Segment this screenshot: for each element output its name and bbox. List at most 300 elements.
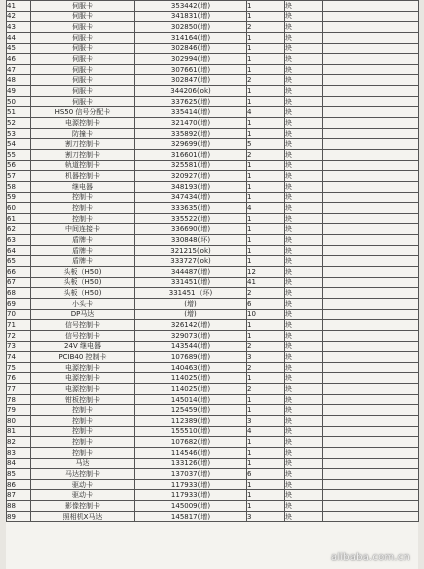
table-row <box>7 384 419 395</box>
cell-unit: 块 <box>285 192 323 203</box>
cell-code: 316601(增) <box>135 149 247 160</box>
cell-code: (增) <box>135 298 247 309</box>
cell-name: 头板（H50) <box>31 277 135 288</box>
cell-unit: 块 <box>285 171 323 182</box>
cell-code: 143544(增) <box>135 341 247 352</box>
cell-no: 52 <box>7 118 31 129</box>
cell-blank <box>323 235 419 246</box>
cell-no: 54 <box>7 139 31 150</box>
cell-qty: 1 <box>247 192 285 203</box>
cell-code: 302846(增) <box>135 43 247 54</box>
cell-qty: 2 <box>247 75 285 86</box>
cell-no: 41 <box>7 1 31 12</box>
cell-qty: 1 <box>247 96 285 107</box>
cell-no: 89 <box>7 511 31 522</box>
cell-name: PCIB40 控制卡 <box>31 352 135 363</box>
table-row <box>7 479 419 490</box>
cell-code: 145014(增) <box>135 394 247 405</box>
cell-name: 伺服卡 <box>31 22 135 33</box>
cell-no: 57 <box>7 171 31 182</box>
cell-blank <box>323 298 419 309</box>
cell-name: 机器控制卡 <box>31 171 135 182</box>
cell-qty: 1 <box>247 490 285 501</box>
cell-code: 140463(增) <box>135 362 247 373</box>
cell-name: HS50 信号分配卡 <box>31 107 135 118</box>
cell-blank <box>323 32 419 43</box>
table-row <box>7 447 419 458</box>
table-row <box>7 32 419 43</box>
cell-code: 344487(增) <box>135 267 247 278</box>
cell-unit: 块 <box>285 384 323 395</box>
cell-qty: 1 <box>247 86 285 97</box>
cell-blank <box>323 192 419 203</box>
cell-name: 控制卡 <box>31 405 135 416</box>
cell-qty: 4 <box>247 426 285 437</box>
cell-unit: 块 <box>285 160 323 171</box>
cell-code: 329699(增) <box>135 139 247 150</box>
cell-unit: 块 <box>285 256 323 267</box>
cell-unit: 块 <box>285 96 323 107</box>
cell-name: 割刀控制卡 <box>31 139 135 150</box>
cell-qty: 1 <box>247 405 285 416</box>
table-row <box>7 75 419 86</box>
cell-unit: 块 <box>285 437 323 448</box>
cell-qty: 4 <box>247 203 285 214</box>
cell-name: 照相机X马达 <box>31 511 135 522</box>
cell-blank <box>323 309 419 320</box>
cell-unit: 块 <box>285 479 323 490</box>
table-row <box>7 330 419 341</box>
cell-name: 头板（H50) <box>31 288 135 299</box>
cell-name: 驱动卡 <box>31 479 135 490</box>
cell-no: 87 <box>7 490 31 501</box>
cell-code: 321215(ok) <box>135 245 247 256</box>
table-row <box>7 511 419 522</box>
cell-name: 伺服卡 <box>31 11 135 22</box>
cell-unit: 块 <box>285 32 323 43</box>
cell-name: 盾牌卡 <box>31 245 135 256</box>
cell-qty: 1 <box>247 64 285 75</box>
table-row <box>7 22 419 33</box>
cell-qty: 1 <box>247 171 285 182</box>
cell-unit: 块 <box>285 213 323 224</box>
cell-qty: 5 <box>247 139 285 150</box>
cell-no: 68 <box>7 288 31 299</box>
table-row <box>7 426 419 437</box>
cell-code: 302850(增) <box>135 22 247 33</box>
cell-no: 47 <box>7 64 31 75</box>
cell-qty: 1 <box>247 54 285 65</box>
cell-blank <box>323 75 419 86</box>
cell-name: 头板（H50) <box>31 267 135 278</box>
cell-blank <box>323 288 419 299</box>
table-row <box>7 362 419 373</box>
cell-name: 继电器 <box>31 181 135 192</box>
cell-no: 71 <box>7 320 31 331</box>
cell-name: 伺服卡 <box>31 32 135 43</box>
cell-code: 330848(坏) <box>135 235 247 246</box>
cell-code: 107689(增) <box>135 352 247 363</box>
cell-no: 61 <box>7 213 31 224</box>
cell-qty: 1 <box>247 437 285 448</box>
cell-code: 302847(增) <box>135 75 247 86</box>
cell-blank <box>323 458 419 469</box>
cell-name: 控制卡 <box>31 192 135 203</box>
cell-blank <box>323 362 419 373</box>
cell-no: 69 <box>7 298 31 309</box>
cell-qty: 1 <box>247 447 285 458</box>
cell-blank <box>323 320 419 331</box>
cell-unit: 块 <box>285 203 323 214</box>
cell-qty: 10 <box>247 309 285 320</box>
cell-no: 79 <box>7 405 31 416</box>
cell-no: 88 <box>7 501 31 512</box>
cell-unit: 块 <box>285 118 323 129</box>
cell-blank <box>323 245 419 256</box>
cell-unit: 块 <box>285 43 323 54</box>
table-row <box>7 341 419 352</box>
cell-qty: 1 <box>247 394 285 405</box>
cell-code: 114546(增) <box>135 447 247 458</box>
cell-no: 50 <box>7 96 31 107</box>
cell-qty: 12 <box>247 267 285 278</box>
cell-code: 145009(增) <box>135 501 247 512</box>
cell-name: 割刀控制卡 <box>31 149 135 160</box>
cell-blank <box>323 171 419 182</box>
cell-unit: 块 <box>285 501 323 512</box>
cell-unit: 块 <box>285 298 323 309</box>
table-row <box>7 320 419 331</box>
cell-unit: 块 <box>285 362 323 373</box>
cell-code: 133126(增) <box>135 458 247 469</box>
cell-code: 145817(增) <box>135 511 247 522</box>
cell-code: 314164(增) <box>135 32 247 43</box>
cell-name: 防撞卡 <box>31 128 135 139</box>
table-row <box>7 118 419 129</box>
cell-qty: 1 <box>247 118 285 129</box>
cell-name: 伺服卡 <box>31 75 135 86</box>
cell-code: 307661(增) <box>135 64 247 75</box>
table-row <box>7 160 419 171</box>
table-row <box>7 501 419 512</box>
cell-qty: 1 <box>247 245 285 256</box>
cell-blank <box>323 384 419 395</box>
cell-blank <box>323 128 419 139</box>
cell-name: 伺服卡 <box>31 1 135 12</box>
cell-code: (增) <box>135 309 247 320</box>
cell-code: 329073(增) <box>135 330 247 341</box>
table-row <box>7 490 419 501</box>
cell-blank <box>323 469 419 480</box>
cell-blank <box>323 213 419 224</box>
cell-code: 114025(增) <box>135 373 247 384</box>
table-row <box>7 149 419 160</box>
table-row <box>7 181 419 192</box>
table-row <box>7 437 419 448</box>
cell-qty: 3 <box>247 352 285 363</box>
cell-blank <box>323 149 419 160</box>
cell-code: 331451（坏) <box>135 288 247 299</box>
cell-code: 155510(增) <box>135 426 247 437</box>
cell-code: 321470(增) <box>135 118 247 129</box>
cell-no: 83 <box>7 447 31 458</box>
cell-blank <box>323 490 419 501</box>
table-row <box>7 171 419 182</box>
table-row <box>7 415 419 426</box>
cell-blank <box>323 267 419 278</box>
table-row <box>7 309 419 320</box>
cell-blank <box>323 107 419 118</box>
table-row <box>7 277 419 288</box>
cell-code: 117933(增) <box>135 490 247 501</box>
cell-qty: 1 <box>247 213 285 224</box>
table-row <box>7 107 419 118</box>
cell-code: 125459(增) <box>135 405 247 416</box>
cell-unit: 块 <box>285 458 323 469</box>
cell-name: DP马达 <box>31 309 135 320</box>
cell-blank <box>323 426 419 437</box>
cell-name: 驱动卡 <box>31 490 135 501</box>
cell-name: 控制卡 <box>31 437 135 448</box>
cell-name: 钳板控制卡 <box>31 394 135 405</box>
cell-code: 302994(增) <box>135 54 247 65</box>
cell-blank <box>323 373 419 384</box>
cell-code: 112389(增) <box>135 415 247 426</box>
cell-blank <box>323 64 419 75</box>
cell-unit: 块 <box>285 320 323 331</box>
table-row <box>7 11 419 22</box>
cell-blank <box>323 139 419 150</box>
scanned-sheet <box>6 0 418 569</box>
table-row <box>7 298 419 309</box>
table-row <box>7 267 419 278</box>
cell-qty: 1 <box>247 479 285 490</box>
cell-qty: 41 <box>247 277 285 288</box>
table-row <box>7 213 419 224</box>
cell-no: 72 <box>7 330 31 341</box>
cell-qty: 3 <box>247 415 285 426</box>
cell-name: 控制卡 <box>31 426 135 437</box>
table-row <box>7 203 419 214</box>
cell-qty: 1 <box>247 32 285 43</box>
cell-name: 伺服卡 <box>31 54 135 65</box>
cell-unit: 块 <box>285 511 323 522</box>
cell-name: 电源控制卡 <box>31 384 135 395</box>
cell-blank <box>323 394 419 405</box>
cell-code: 335892(增) <box>135 128 247 139</box>
cell-blank <box>323 277 419 288</box>
cell-qty: 2 <box>247 362 285 373</box>
cell-unit: 块 <box>285 86 323 97</box>
cell-unit: 块 <box>285 245 323 256</box>
cell-qty: 1 <box>247 330 285 341</box>
cell-blank <box>323 96 419 107</box>
cell-name: 控制卡 <box>31 203 135 214</box>
cell-blank <box>323 181 419 192</box>
cell-code: 344206(ok) <box>135 86 247 97</box>
cell-unit: 块 <box>285 469 323 480</box>
cell-no: 73 <box>7 341 31 352</box>
cell-name: 马达控制卡 <box>31 469 135 480</box>
cell-name: 轨道控制卡 <box>31 160 135 171</box>
cell-blank <box>323 203 419 214</box>
cell-qty: 2 <box>247 22 285 33</box>
cell-qty: 2 <box>247 288 285 299</box>
cell-no: 46 <box>7 54 31 65</box>
cell-blank <box>323 479 419 490</box>
cell-unit: 块 <box>285 405 323 416</box>
cell-qty: 1 <box>247 458 285 469</box>
cell-code: 348193(增) <box>135 181 247 192</box>
table-row <box>7 54 419 65</box>
parts-table <box>6 0 419 522</box>
cell-no: 78 <box>7 394 31 405</box>
cell-unit: 块 <box>285 128 323 139</box>
cell-qty: 2 <box>247 384 285 395</box>
cell-qty: 1 <box>247 373 285 384</box>
cell-unit: 块 <box>285 267 323 278</box>
cell-no: 49 <box>7 86 31 97</box>
cell-name: 马达 <box>31 458 135 469</box>
cell-qty: 3 <box>247 511 285 522</box>
cell-qty: 1 <box>247 320 285 331</box>
cell-unit: 块 <box>285 181 323 192</box>
cell-name: 控制卡 <box>31 213 135 224</box>
cell-name: 盾牌卡 <box>31 235 135 246</box>
watermark-text: alibaba.com.cn <box>331 552 410 563</box>
cell-code: 137037(增) <box>135 469 247 480</box>
cell-name: 电源控制卡 <box>31 373 135 384</box>
cell-qty: 1 <box>247 235 285 246</box>
cell-name: 伺服卡 <box>31 43 135 54</box>
table-row <box>7 352 419 363</box>
cell-code: 107682(增) <box>135 437 247 448</box>
cell-unit: 块 <box>285 426 323 437</box>
cell-no: 84 <box>7 458 31 469</box>
cell-unit: 块 <box>285 54 323 65</box>
table-row <box>7 469 419 480</box>
cell-blank <box>323 501 419 512</box>
cell-no: 75 <box>7 362 31 373</box>
cell-no: 42 <box>7 11 31 22</box>
table-row <box>7 1 419 12</box>
cell-blank <box>323 54 419 65</box>
cell-blank <box>323 1 419 12</box>
cell-no: 60 <box>7 203 31 214</box>
cell-unit: 块 <box>285 330 323 341</box>
cell-qty: 1 <box>247 128 285 139</box>
cell-unit: 块 <box>285 139 323 150</box>
cell-name: 24V 继电器 <box>31 341 135 352</box>
cell-unit: 块 <box>285 22 323 33</box>
cell-qty: 1 <box>247 224 285 235</box>
cell-unit: 块 <box>285 75 323 86</box>
cell-blank <box>323 160 419 171</box>
cell-no: 64 <box>7 245 31 256</box>
cell-qty: 1 <box>247 256 285 267</box>
cell-blank <box>323 224 419 235</box>
cell-unit: 块 <box>285 107 323 118</box>
cell-no: 66 <box>7 267 31 278</box>
table-row <box>7 405 419 416</box>
cell-name: 影像控制卡 <box>31 501 135 512</box>
cell-blank <box>323 437 419 448</box>
cell-code: 353442(增) <box>135 1 247 12</box>
cell-unit: 块 <box>285 341 323 352</box>
cell-name: 信号控制卡 <box>31 330 135 341</box>
cell-name: 中间连接卡 <box>31 224 135 235</box>
cell-code: 325581(增) <box>135 160 247 171</box>
cell-code: 117933(增) <box>135 479 247 490</box>
cell-blank <box>323 118 419 129</box>
cell-code: 320927(增) <box>135 171 247 182</box>
cell-code: 114025(增) <box>135 384 247 395</box>
table-row <box>7 458 419 469</box>
table-row <box>7 64 419 75</box>
cell-code: 337625(增) <box>135 96 247 107</box>
cell-qty: 1 <box>247 160 285 171</box>
cell-no: 48 <box>7 75 31 86</box>
cell-no: 59 <box>7 192 31 203</box>
cell-blank <box>323 405 419 416</box>
cell-blank <box>323 415 419 426</box>
cell-unit: 块 <box>285 1 323 12</box>
cell-no: 77 <box>7 384 31 395</box>
cell-no: 76 <box>7 373 31 384</box>
cell-no: 81 <box>7 426 31 437</box>
cell-no: 45 <box>7 43 31 54</box>
cell-code: 335522(增) <box>135 213 247 224</box>
cell-blank <box>323 511 419 522</box>
cell-blank <box>323 341 419 352</box>
cell-no: 67 <box>7 277 31 288</box>
cell-no: 63 <box>7 235 31 246</box>
table-row <box>7 245 419 256</box>
cell-name: 控制卡 <box>31 415 135 426</box>
cell-qty: 1 <box>247 181 285 192</box>
cell-no: 82 <box>7 437 31 448</box>
cell-qty: 1 <box>247 11 285 22</box>
cell-code: 331451(增) <box>135 277 247 288</box>
cell-name: 伺服卡 <box>31 96 135 107</box>
table-row <box>7 192 419 203</box>
cell-blank <box>323 447 419 458</box>
cell-no: 80 <box>7 415 31 426</box>
cell-unit: 块 <box>285 277 323 288</box>
cell-qty: 1 <box>247 1 285 12</box>
cell-code: 347434(增) <box>135 192 247 203</box>
cell-blank <box>323 43 419 54</box>
cell-blank <box>323 22 419 33</box>
table-row <box>7 139 419 150</box>
cell-no: 65 <box>7 256 31 267</box>
cell-code: 335414(增) <box>135 107 247 118</box>
cell-unit: 块 <box>285 309 323 320</box>
cell-no: 74 <box>7 352 31 363</box>
table-row <box>7 373 419 384</box>
cell-no: 53 <box>7 128 31 139</box>
cell-blank <box>323 86 419 97</box>
table-row <box>7 43 419 54</box>
cell-no: 58 <box>7 181 31 192</box>
cell-name: 伺服卡 <box>31 64 135 75</box>
cell-unit: 块 <box>285 11 323 22</box>
cell-no: 85 <box>7 469 31 480</box>
cell-blank <box>323 11 419 22</box>
cell-blank <box>323 256 419 267</box>
cell-name: 电源控制卡 <box>31 362 135 373</box>
cell-blank <box>323 352 419 363</box>
